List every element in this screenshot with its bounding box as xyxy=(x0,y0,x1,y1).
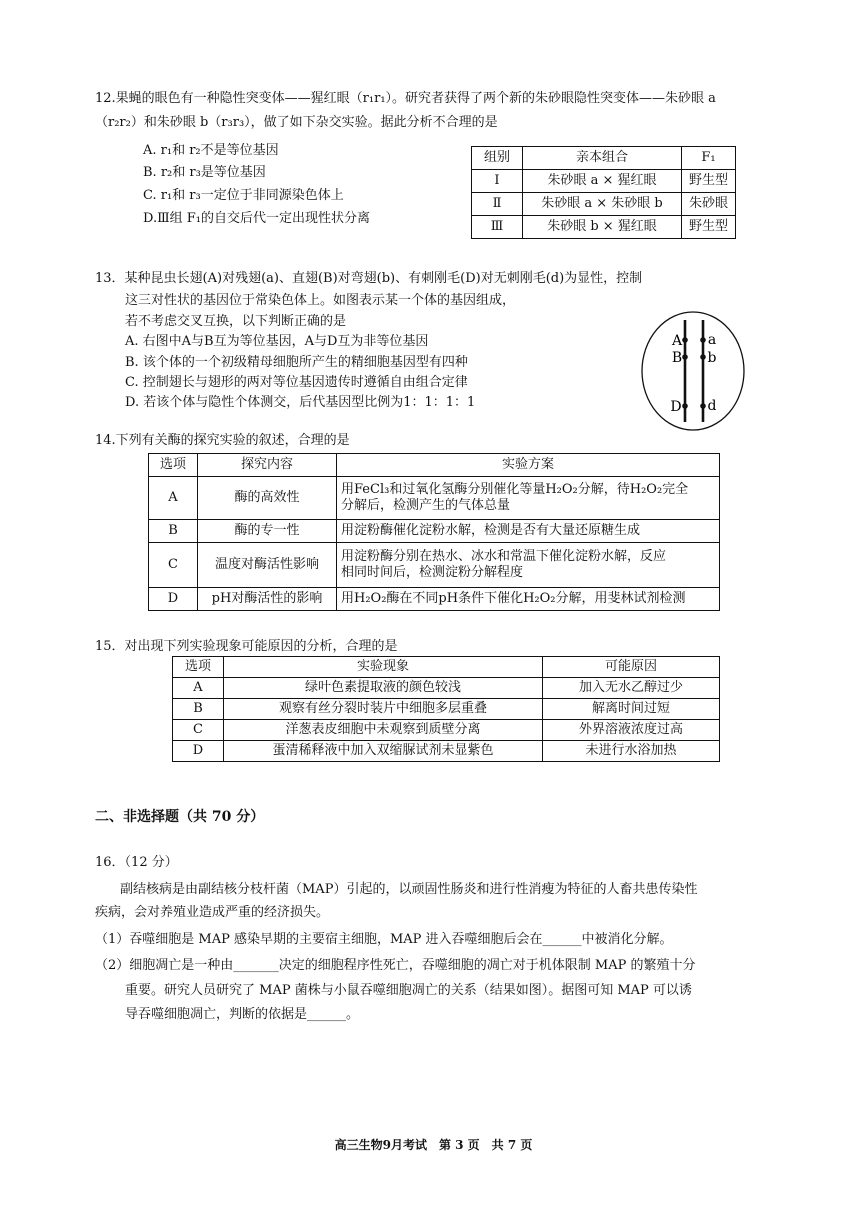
q13-stem-line3: 若不考虑交叉互换，以下判断正确的是 xyxy=(125,314,347,329)
table-header: 组别 xyxy=(472,147,523,170)
table-header: 实验现象 xyxy=(224,657,543,678)
table-cell: 酶的高效性 xyxy=(198,477,337,520)
table-cell: B xyxy=(173,699,224,720)
q12-option-d: D.Ⅲ组 F₁的自交后代一定出现性状分离 xyxy=(143,211,370,226)
table-cell: B xyxy=(149,520,198,543)
table-row xyxy=(149,543,720,588)
table-cell: A xyxy=(149,477,198,520)
gene-label-a: a xyxy=(707,332,717,348)
q16-subquestion-2-line1: （2）细胞凋亡是一种由_______决定的细胞程序性死亡，吞噬细胞的凋亡对于机体限制 MAP 的繁殖十分 xyxy=(95,958,696,973)
table-cell: 酶的专一性 xyxy=(198,520,337,543)
table-cell: 外界溶液浓度过高 xyxy=(543,720,720,741)
table-cell: 朱砂眼 a × 猩红眼 xyxy=(523,170,682,193)
table-cell: 朱砂眼 a × 朱砂眼 b xyxy=(523,193,682,216)
q12-option-c: C. r₁和 r₃一定位于非同源染色体上 xyxy=(143,188,344,203)
table-row xyxy=(472,193,736,216)
table-cell: Ⅲ xyxy=(472,216,523,239)
q13-option-a: A. 右图中A与B互为等位基因，A与D互为非等位基因 xyxy=(125,334,429,349)
table-cell: C xyxy=(173,720,224,741)
q13-option-d: D. 若该个体与隐性个体测交，后代基因型比例为1：1：1：1 xyxy=(125,395,476,410)
plan-line: 用FeCl₃和过氧化氢酶分别催化等量H₂O₂分解，待H₂O₂完全 xyxy=(341,482,689,497)
q12-stem-line1: 12.果蝇的眼色有一种隐性突变体——猩红眼（r₁r₁）。研究者获得了两个新的朱砂眼隐性突变体——朱砂眼 a xyxy=(95,91,716,106)
plan-line: 用淀粉酶分别在热水、冰水和常温下催化淀粉水解，反应 xyxy=(341,549,667,564)
q16-paragraph-line1: 副结核病是由副结核分枝杆菌（MAP）引起的，以顽固性肠炎和进行性消瘦为特征的人畜共患传染性 xyxy=(120,882,698,897)
gene-label-d: d xyxy=(707,398,717,414)
gene-label-B: B xyxy=(671,350,683,366)
table-header: F₁ xyxy=(682,147,736,170)
q12-stem-line2: （r₂r₂）和朱砂眼 b（r₃r₃），做了如下杂交实验。据此分析不合理的是 xyxy=(95,115,498,130)
table-cell: D xyxy=(149,588,198,611)
q16-heading: 16．（12 分） xyxy=(95,855,178,870)
q16-paragraph-line2: 疾病，会对养殖业造成严重的经济损失。 xyxy=(95,905,330,920)
q15-stem: 15．对出现下列实验现象可能原因的分析，合理的是 xyxy=(95,639,398,654)
q16-subquestion-1: （1）吞噬细胞是 MAP 感染早期的主要宿主细胞，MAP 进入吞噬细胞后会在______中被消化分解。 xyxy=(95,932,673,947)
table-cell: 蛋清稀释液中加入双缩脲试剂未显紫色 xyxy=(224,741,543,762)
table-cell: 温度对酶活性影响 xyxy=(198,543,337,588)
table-cell: 野生型 xyxy=(682,216,736,239)
table-cell: Ⅰ xyxy=(472,170,523,193)
gene-label-b: b xyxy=(707,350,717,366)
q13-option-c: C. 控制翅长与翅形的两对等位基因遗传时遵循自由组合定律 xyxy=(125,375,468,390)
table-cell: 洋葱表皮细胞中未观察到质壁分离 xyxy=(224,720,543,741)
table-cell xyxy=(337,543,720,588)
table-row xyxy=(173,678,720,699)
table-cell: 朱砂眼 xyxy=(682,193,736,216)
table-row xyxy=(173,720,720,741)
q12-option-a: A. r₁和 r₂不是等位基因 xyxy=(143,143,279,158)
q12-option-b: B. r₂和 r₃是等位基因 xyxy=(143,165,266,180)
page-footer: 高三生物9月考试 第 3 页 共 7 页 xyxy=(334,1138,533,1152)
table-cell: Ⅱ xyxy=(472,193,523,216)
table-cell: 用H₂O₂酶在不同pH条件下催化H₂O₂分解，用斐林试剂检测 xyxy=(337,588,720,611)
table-cell: A xyxy=(173,678,224,699)
table-header: 探究内容 xyxy=(198,454,337,477)
table-row xyxy=(149,477,720,520)
q16-subquestion-2-line3: 导吞噬细胞凋亡，判断的依据是______。 xyxy=(125,1007,360,1022)
chromosome-diagram xyxy=(640,310,746,432)
table-cell: 绿叶色素提取液的颜色较浅 xyxy=(224,678,543,699)
table-cell: pH对酶活性的影响 xyxy=(198,588,337,611)
table-header: 可能原因 xyxy=(543,657,720,678)
plan-line: 分解后，检测产生的气体总量 xyxy=(341,498,511,513)
q13-stem-line1: 13．某种昆虫长翅(A)对残翅(a)、直翅(B)对弯翅(b)、有刺刚毛(D)对无刺刚毛(d)为显性，控制 xyxy=(95,271,643,286)
table-cell: 未进行水浴加热 xyxy=(543,741,720,762)
q14-stem: 14.下列有关酶的探究实验的叙述，合理的是 xyxy=(95,433,350,448)
table-cell: 加入无水乙醇过少 xyxy=(543,678,720,699)
gene-label-D: D xyxy=(670,399,682,415)
table-cell: D xyxy=(173,741,224,762)
table-header: 实验方案 xyxy=(337,454,720,477)
q14-table xyxy=(148,453,720,611)
q16-subquestion-2-line2: 重要。研究人员研究了 MAP 菌株与小鼠吞噬细胞凋亡的关系（结果如图）。据图可知 MAP 可以诱 xyxy=(125,983,692,998)
table-row xyxy=(173,699,720,720)
table-cell: 解离时间过短 xyxy=(543,699,720,720)
table-cell: 朱砂眼 b × 猩红眼 xyxy=(523,216,682,239)
table-header: 亲本组合 xyxy=(523,147,682,170)
table-cell xyxy=(337,477,720,520)
table-row xyxy=(149,520,720,543)
table-header: 选项 xyxy=(173,657,224,678)
q12-cross-table xyxy=(471,146,736,239)
q13-stem-line2: 这三对性状的基因位于常染色体上。如图表示某一个体的基因组成， xyxy=(125,293,516,308)
table-cell: C xyxy=(149,543,198,588)
table-cell: 野生型 xyxy=(682,170,736,193)
q13-option-b: B. 该个体的一个初级精母细胞所产生的精细胞基因型有四种 xyxy=(125,355,468,370)
table-row xyxy=(472,216,736,239)
gene-label-A: A xyxy=(671,333,683,349)
table-header: 选项 xyxy=(149,454,198,477)
table-row xyxy=(173,741,720,762)
table-row xyxy=(472,170,736,193)
plan-line: 相同时间后，检测淀粉分解程度 xyxy=(341,565,524,580)
section-title: 二、非选择题（共 70 分） xyxy=(95,809,265,825)
q15-table xyxy=(172,656,720,762)
table-cell: 观察有丝分裂时装片中细胞多层重叠 xyxy=(224,699,543,720)
table-row xyxy=(149,588,720,611)
table-cell: 用淀粉酶催化淀粉水解，检测是否有大量还原糖生成 xyxy=(337,520,720,543)
